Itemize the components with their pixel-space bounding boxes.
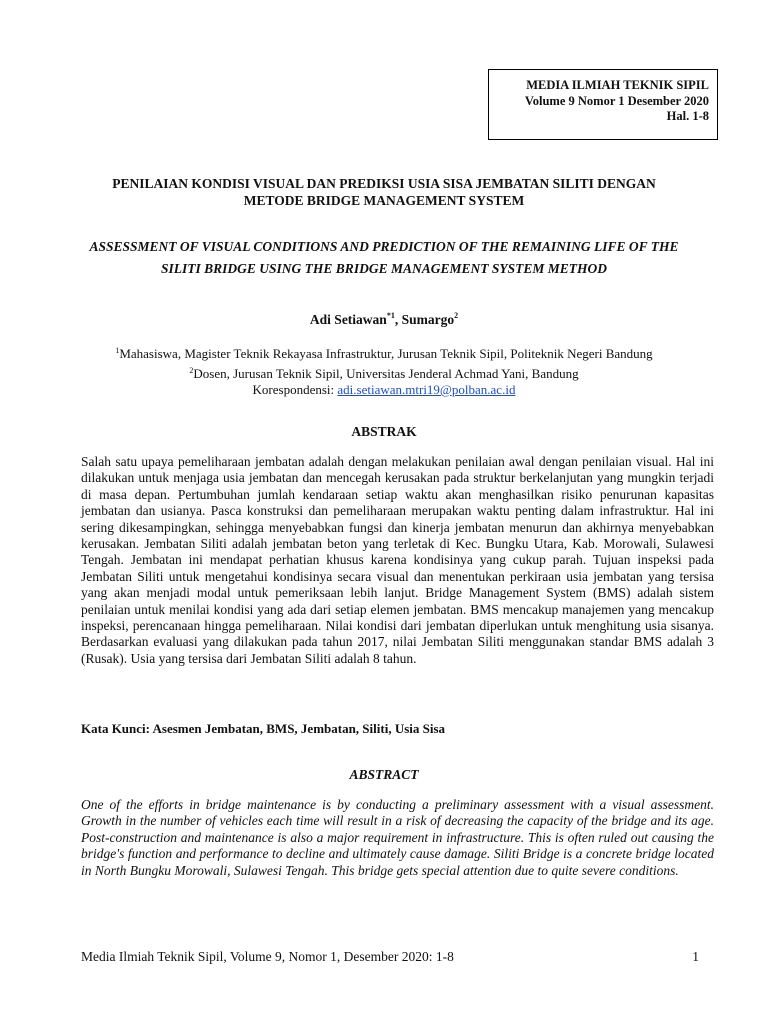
page-number: 1 — [692, 949, 699, 964]
page-footer — [81, 948, 721, 965]
journal-name: MEDIA ILMIAH TEKNIK SIPIL — [526, 78, 709, 92]
paper-title — [60, 175, 708, 209]
affiliation-1 — [60, 343, 708, 363]
affiliation-1-text: Mahasiswa, Magister Teknik Rekayasa Infrastruktur, Jurusan Teknik Sipil, Politeknik Negeri Bandung — [119, 346, 653, 361]
keywords: Kata Kunci: Asesmen Jembatan, BMS, Jembatan, Siliti, Usia Sisa — [81, 721, 446, 736]
affiliation-2 — [60, 363, 708, 383]
footer-citation: Media Ilmiah Teknik Sipil, Volume 9, Nomor 1, Desember 2020: 1-8 — [81, 949, 454, 964]
paper-title-english-line-1: ASSESSMENT OF VISUAL CONDITIONS AND PREDICTION OF THE REMAINING LIFE OF THE — [89, 239, 679, 254]
author-2-marker: 2 — [454, 311, 459, 320]
author-separator: , — [394, 312, 402, 327]
affiliations — [60, 343, 708, 399]
affiliation-1-marker: 1 — [115, 346, 120, 355]
journal-info-box — [488, 69, 718, 140]
paper-title-english-line-2: SILITI BRIDGE USING THE BRIDGE MANAGEMENT SYSTEM METHOD — [161, 261, 607, 276]
paper-title-line-1: PENILAIAN KONDISI VISUAL DAN PREDIKSI USIA SISA JEMBATAN SILITI DENGAN — [112, 176, 656, 191]
abstrak-body: Salah satu upaya pemeliharaan jembatan adalah dengan melakukan penilaian awal dengan penilaian visual. Hal ini dilakukan untuk menjaga usia jembatan dan mencegah kerusakan pada struktur berkelanjutan yang mungkin terjadi di masa depan. Pertumbuhan jumlah kendaraan setiap waktu akan menghasilkan risiko penurunan kapasitas jembatan dan usianya. Pasca konstruksi dan pemeliharaan merupakan waktu penting dalam infrastruktur. Hal ini sering dikesampingkan, sehingga menyebabkan fungsi dan kinerja jembatan menurun dan akhirnya menyebabkan kerusakan. Jembatan Siliti adalah jembatan beton yang terletak di Kec. Bungku Utara, Kab. Morowali, Sulawesi Tengah. Jembatan ini mendapat perhatian khusus karena kondisinya yang cukup parah. Tujuan inspeksi pada Jembatan Siliti untuk mengetahui kondisinya secara visual dan menentukan perkiraan usia jembatan yang tersisa yang akan menjadi modal untuk pemeriksaan lebih lanjut. Bridge Management System (BMS) adalah sistem penilaian untuk menilai kondisi yang ada dari setiap elemen jembatan. BMS mencakup manajemen yang mencakup inspeksi, perencanaan hingga pemeliharaan. Nilai kondisi dari jembatan diperlukan untuk menghitung usia sisanya. Berdasarkan evaluasi yang dilakukan pada tahun 2017, nilai Jembatan Siliti menggunakan standar BMS adalah 3 (Rusak). Usia yang tersisa dari Jembatan Siliti adalah 8 tahun. — [81, 454, 714, 666]
affiliation-2-text: Dosen, Jurusan Teknik Sipil, Universitas Jenderal Achmad Yani, Bandung — [193, 365, 579, 381]
correspondence-label: Korespondensi: — [252, 382, 338, 397]
paper-title-line-2: METODE BRIDGE MANAGEMENT SYSTEM — [243, 193, 525, 208]
correspondence-email-link[interactable]: adi.setiawan.mtri19@polban.ac.id — [337, 382, 516, 397]
abstract-body: One of the efforts in bridge maintenance is by conducting a preliminary assessment with a visual assessment. Growth in the number of vehicles each time will result in a risk of decreasing the capacity of the bridge and its age. Post-construction and maintenance is also a major requirement in infrastructure. This is often ruled out causing the bridge's function and performance to decline and ultimately cause damage. Siliti Bridge is a concrete bridge located in North Bungku Morowali, Sulawesi Tengah. This bridge gets special attention due to quite severe conditions. — [81, 797, 714, 878]
journal-pages: Hal. 1-8 — [666, 109, 709, 123]
affiliation-2-marker: 2 — [189, 365, 194, 375]
author-1-marker: *1 — [386, 311, 395, 320]
paper-title-english — [60, 236, 708, 280]
author-2: Sumargo — [401, 312, 455, 327]
author-1: Adi Setiawan — [309, 312, 387, 327]
correspondence — [60, 382, 708, 399]
abstrak-heading: ABSTRAK — [351, 424, 417, 439]
abstract-heading: ABSTRACT — [349, 767, 419, 782]
author-list — [60, 307, 708, 328]
journal-volume: Volume 9 Nomor 1 Desember 2020 — [524, 93, 709, 108]
